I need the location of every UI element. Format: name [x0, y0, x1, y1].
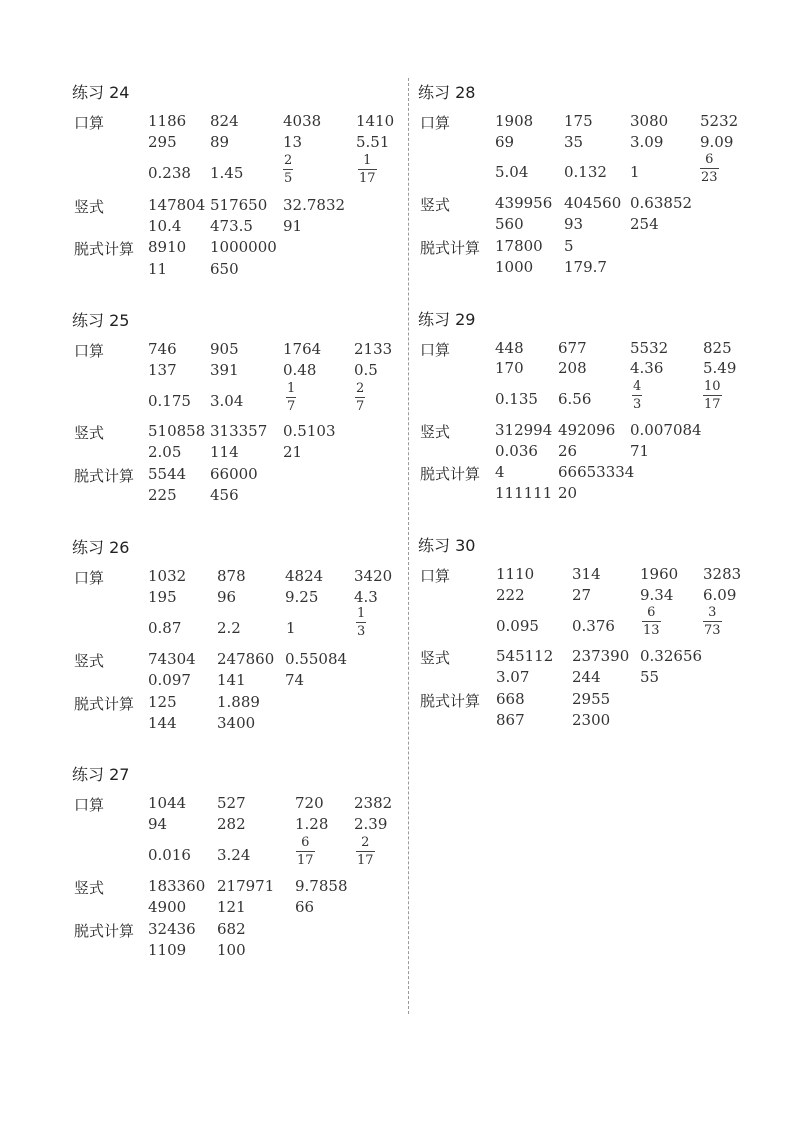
- fraction-numerator: 4: [633, 379, 642, 394]
- answer-value: 13: [283, 133, 303, 151]
- answer-fraction: [700, 153, 719, 185]
- answer-value: 96: [217, 588, 237, 606]
- fraction-bar: [700, 168, 719, 169]
- exercise-25: [72, 308, 412, 528]
- answer-value: 170: [495, 359, 524, 377]
- stepwise-label: 脱式计算: [74, 467, 135, 485]
- answer-value: 1: [630, 163, 640, 181]
- answer-value: 9.25: [285, 588, 319, 606]
- vertical-label: 竖式: [420, 649, 451, 667]
- fraction-bar: [356, 851, 375, 852]
- answer-value: 21: [283, 443, 303, 461]
- answer-value: 0.32656: [640, 647, 703, 665]
- answer-value: 32.7832: [283, 196, 346, 214]
- answer-fraction: [286, 382, 296, 414]
- answer-value: 2133: [354, 340, 393, 358]
- stepwise-label: 脱式计算: [74, 922, 135, 940]
- fraction-bar: [283, 169, 293, 170]
- exercise-26: [72, 535, 412, 755]
- answer-value: 0.016: [148, 846, 191, 864]
- oral-label: 口算: [420, 567, 451, 585]
- answer-value: 2382: [354, 794, 393, 812]
- answer-value: 314: [572, 565, 601, 583]
- answer-value: 74304: [148, 650, 196, 668]
- exercise-27: [72, 762, 412, 982]
- answer-value: 1000: [495, 258, 534, 276]
- answer-value: 682: [217, 920, 246, 938]
- fraction-numerator: 1: [357, 606, 366, 621]
- fraction-denominator: 17: [359, 171, 376, 186]
- answer-fraction: [358, 154, 377, 186]
- answer-value: 0.87: [148, 619, 182, 637]
- answer-value: 0.5: [354, 361, 378, 379]
- answer-value: 5232: [700, 112, 739, 130]
- exercise-title: 练习 25: [72, 311, 130, 330]
- fraction-bar: [703, 395, 722, 396]
- stepwise-label: 脱式计算: [420, 465, 481, 483]
- fraction-denominator: 17: [704, 397, 721, 412]
- answer-value: 0.007084: [630, 421, 702, 439]
- answer-fraction: [642, 606, 661, 638]
- answer-value: 55: [640, 668, 660, 686]
- fraction-numerator: 1: [363, 153, 372, 168]
- answer-value: 254: [630, 215, 659, 233]
- answer-fraction: [632, 380, 642, 412]
- answer-value: 237390: [572, 647, 630, 665]
- vertical-label: 竖式: [74, 424, 105, 442]
- answer-value: 208: [558, 359, 587, 377]
- answer-value: 1109: [148, 941, 187, 959]
- fraction-denominator: 3: [633, 397, 642, 412]
- answer-value: 510858: [148, 422, 206, 440]
- answer-value: 746: [148, 340, 177, 358]
- answer-value: 2.2: [217, 619, 241, 637]
- answer-value: 8910: [148, 238, 187, 256]
- fraction-denominator: 17: [297, 853, 314, 868]
- answer-value: 448: [495, 339, 524, 357]
- fraction-numerator: 10: [704, 379, 721, 394]
- answer-value: 677: [558, 339, 587, 357]
- answer-value: 867: [496, 711, 525, 729]
- answer-value: 295: [148, 133, 177, 151]
- answer-value: 3080: [630, 112, 669, 130]
- answer-value: 5.04: [495, 163, 529, 181]
- stepwise-label: 脱式计算: [74, 695, 135, 713]
- vertical-label: 竖式: [420, 196, 451, 214]
- answer-value: 0.135: [495, 390, 538, 408]
- answer-value: 650: [210, 260, 239, 278]
- answer-value: 89: [210, 133, 230, 151]
- answer-value: 11: [148, 260, 168, 278]
- fraction-denominator: 23: [701, 170, 718, 185]
- exercise-30: [418, 533, 758, 753]
- answer-value: 3.09: [630, 133, 664, 151]
- answer-value: 5544: [148, 465, 187, 483]
- answer-value: 2.05: [148, 443, 182, 461]
- fraction-numerator: 1: [287, 381, 296, 396]
- answer-value: 517650: [210, 196, 268, 214]
- exercise-title: 练习 29: [418, 310, 476, 329]
- answer-value: 1110: [496, 565, 535, 583]
- fraction-numerator: 6: [301, 835, 310, 850]
- answer-value: 282: [217, 815, 246, 833]
- answer-value: 66653334: [558, 463, 635, 481]
- answer-value: 720: [295, 794, 324, 812]
- fraction-bar: [358, 169, 377, 170]
- exercise-28: [418, 80, 758, 300]
- answer-value: 91: [283, 217, 303, 235]
- answer-value: 1044: [148, 794, 187, 812]
- fraction-numerator: 2: [284, 153, 293, 168]
- answer-value: 222: [496, 586, 525, 604]
- stepwise-label: 脱式计算: [420, 239, 481, 257]
- answer-value: 0.036: [495, 442, 538, 460]
- fraction-denominator: 7: [356, 399, 365, 414]
- fraction-bar: [642, 621, 661, 622]
- answer-fraction: [356, 836, 375, 868]
- vertical-label: 竖式: [74, 652, 105, 670]
- answer-value: 4.3: [354, 588, 378, 606]
- answer-value: 1.28: [295, 815, 329, 833]
- answer-value: 114: [210, 443, 239, 461]
- answer-value: 312994: [495, 421, 553, 439]
- stepwise-label: 脱式计算: [420, 692, 481, 710]
- answer-value: 71: [630, 442, 650, 460]
- answer-value: 2955: [572, 690, 611, 708]
- exercise-title: 练习 26: [72, 538, 130, 557]
- answer-value: 3.07: [496, 668, 530, 686]
- fraction-numerator: 2: [356, 381, 365, 396]
- answer-value: 439956: [495, 194, 553, 212]
- answer-value: 473.5: [210, 217, 253, 235]
- answer-value: 1186: [148, 112, 187, 130]
- answer-fraction: [355, 382, 365, 414]
- answer-value: 6.56: [558, 390, 592, 408]
- answer-value: 183360: [148, 877, 206, 895]
- answer-value: 0.175: [148, 392, 191, 410]
- answer-value: 1764: [283, 340, 322, 358]
- answer-value: 147804: [148, 196, 206, 214]
- answer-value: 1.889: [217, 693, 260, 711]
- answer-value: 35: [564, 133, 584, 151]
- exercise-title: 练习 28: [418, 83, 476, 102]
- answer-value: 244: [572, 668, 601, 686]
- answer-value: 125: [148, 693, 177, 711]
- answer-value: 1: [286, 619, 296, 637]
- answer-value: 20: [558, 484, 578, 502]
- answer-value: 0.376: [572, 617, 615, 635]
- answer-value: 179.7: [564, 258, 607, 276]
- answer-value: 5: [564, 237, 574, 255]
- answer-value: 100: [217, 941, 246, 959]
- fraction-bar: [286, 397, 296, 398]
- answer-value: 66000: [210, 465, 258, 483]
- exercise-29: [418, 307, 758, 527]
- answer-value: 195: [148, 588, 177, 606]
- fraction-numerator: 2: [361, 835, 370, 850]
- answer-value: 4.36: [630, 359, 664, 377]
- fraction-denominator: 73: [704, 623, 721, 638]
- answer-value: 0.55084: [285, 650, 348, 668]
- answer-value: 69: [495, 133, 515, 151]
- answer-value: 9.7858: [295, 877, 348, 895]
- answer-value: 175: [564, 112, 593, 130]
- answer-value: 2.39: [354, 815, 388, 833]
- answer-value: 3400: [217, 714, 256, 732]
- answer-value: 9.34: [640, 586, 674, 604]
- oral-label: 口算: [420, 341, 451, 359]
- fraction-numerator: 3: [708, 605, 717, 620]
- answer-fraction: [283, 154, 293, 186]
- answer-fraction: [703, 606, 722, 638]
- answer-value: 3420: [354, 567, 393, 585]
- answer-value: 0.097: [148, 671, 191, 689]
- answer-value: 4: [495, 463, 505, 481]
- answer-value: 0.095: [496, 617, 539, 635]
- fraction-bar: [703, 621, 722, 622]
- answer-value: 225: [148, 486, 177, 504]
- answer-value: 74: [285, 671, 305, 689]
- answer-value: 492096: [558, 421, 616, 439]
- answer-value: 313357: [210, 422, 268, 440]
- answer-value: 0.48: [283, 361, 317, 379]
- stepwise-label: 脱式计算: [74, 240, 135, 258]
- answer-value: 545112: [496, 647, 554, 665]
- answer-value: 144: [148, 714, 177, 732]
- answer-value: 5532: [630, 339, 669, 357]
- answer-value: 121: [217, 898, 246, 916]
- exercise-title: 练习 27: [72, 765, 130, 784]
- answer-value: 10.4: [148, 217, 182, 235]
- fraction-denominator: 7: [287, 399, 296, 414]
- answer-value: 1.45: [210, 164, 244, 182]
- answer-value: 217971: [217, 877, 275, 895]
- answer-value: 94: [148, 815, 168, 833]
- answer-value: 3283: [703, 565, 742, 583]
- answer-value: 6.09: [703, 586, 737, 604]
- answer-value: 32436: [148, 920, 196, 938]
- answer-value: 3.04: [210, 392, 244, 410]
- answer-fraction: [703, 380, 722, 412]
- answer-value: 404560: [564, 194, 622, 212]
- answer-value: 27: [572, 586, 592, 604]
- vertical-label: 竖式: [74, 879, 105, 897]
- answer-value: 17800: [495, 237, 543, 255]
- fraction-numerator: 6: [705, 152, 714, 167]
- fraction-bar: [355, 397, 365, 398]
- answer-value: 4038: [283, 112, 322, 130]
- answer-value: 5.49: [703, 359, 737, 377]
- exercise-title: 练习 24: [72, 83, 130, 102]
- answer-value: 1032: [148, 567, 187, 585]
- answer-value: 0.5103: [283, 422, 336, 440]
- answer-value: 0.238: [148, 164, 191, 182]
- answer-value: 560: [495, 215, 524, 233]
- fraction-bar: [296, 851, 315, 852]
- answer-value: 247860: [217, 650, 275, 668]
- answer-value: 3.24: [217, 846, 251, 864]
- oral-label: 口算: [74, 569, 105, 587]
- answer-value: 1000000: [210, 238, 277, 256]
- answer-value: 93: [564, 215, 584, 233]
- answer-value: 878: [217, 567, 246, 585]
- answer-value: 4900: [148, 898, 187, 916]
- fraction-denominator: 3: [357, 624, 366, 639]
- exercise-title: 练习 30: [418, 536, 476, 555]
- answer-value: 66: [295, 898, 315, 916]
- oral-label: 口算: [74, 114, 105, 132]
- answer-fraction: [296, 836, 315, 868]
- oral-label: 口算: [74, 796, 105, 814]
- answer-value: 0.132: [564, 163, 607, 181]
- oral-label: 口算: [74, 342, 105, 360]
- answer-value: 825: [703, 339, 732, 357]
- answer-value: 0.63852: [630, 194, 693, 212]
- exercise-24: [72, 80, 412, 300]
- answer-value: 141: [217, 671, 246, 689]
- answer-value: 824: [210, 112, 239, 130]
- fraction-numerator: 6: [647, 605, 656, 620]
- answer-value: 2300: [572, 711, 611, 729]
- answer-value: 668: [496, 690, 525, 708]
- answer-value: 527: [217, 794, 246, 812]
- fraction-bar: [356, 622, 366, 623]
- answer-value: 1908: [495, 112, 534, 130]
- vertical-label: 竖式: [74, 198, 105, 216]
- fraction-denominator: 13: [643, 623, 660, 638]
- answer-value: 4824: [285, 567, 324, 585]
- oral-label: 口算: [420, 114, 451, 132]
- answer-value: 111111: [495, 484, 553, 502]
- answer-value: 391: [210, 361, 239, 379]
- fraction-denominator: 17: [357, 853, 374, 868]
- fraction-bar: [632, 395, 642, 396]
- answer-value: 1410: [356, 112, 395, 130]
- answer-value: 5.51: [356, 133, 390, 151]
- answer-value: 137: [148, 361, 177, 379]
- answer-value: 26: [558, 442, 578, 460]
- fraction-denominator: 5: [284, 171, 293, 186]
- answer-value: 905: [210, 340, 239, 358]
- answer-value: 9.09: [700, 133, 734, 151]
- answer-value: 1960: [640, 565, 679, 583]
- answer-fraction: [356, 607, 366, 639]
- answer-value: 456: [210, 486, 239, 504]
- vertical-label: 竖式: [420, 423, 451, 441]
